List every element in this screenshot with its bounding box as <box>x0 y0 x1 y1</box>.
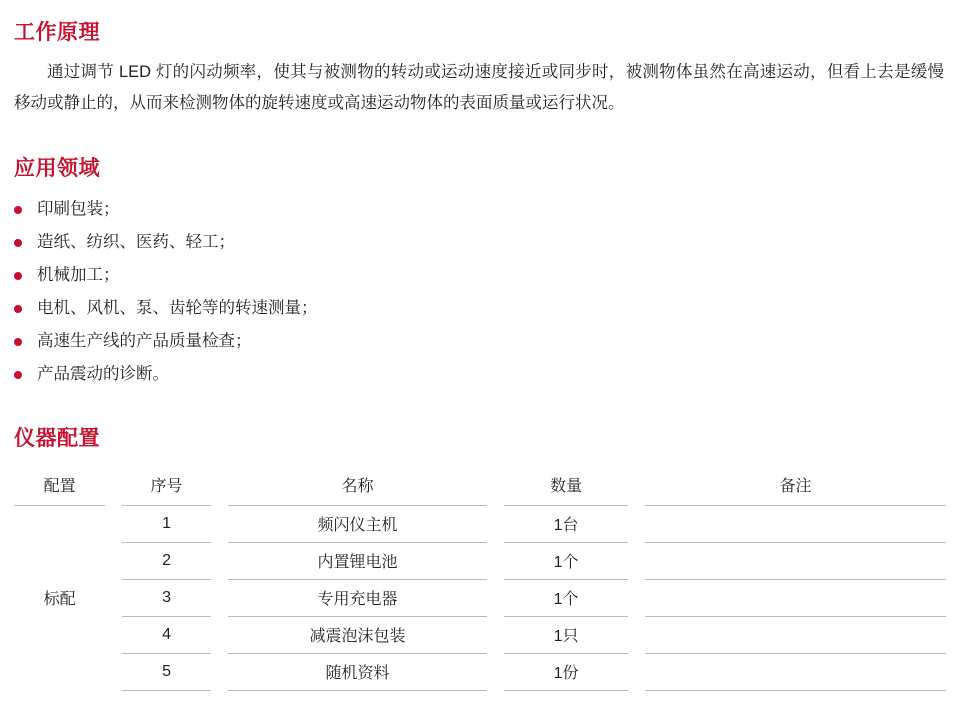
bullet-dot-icon <box>14 239 22 247</box>
cell-spacer <box>487 506 504 543</box>
cell-name: 内置锂电池 <box>228 543 487 580</box>
cell-spacer <box>487 580 504 617</box>
table-header <box>14 467 946 506</box>
cell-spacer <box>211 580 228 617</box>
list-item <box>14 193 946 226</box>
list-item-label: 产品震动的诊断。 <box>37 365 169 384</box>
column-header-name: 名称 <box>228 467 487 506</box>
list-item-label: 印刷包装； <box>37 200 120 219</box>
list-item <box>14 259 946 292</box>
column-spacer <box>628 467 645 506</box>
cell-remark <box>645 543 946 580</box>
list-item-label: 造纸、纺织、医药、轻工； <box>37 233 235 252</box>
list-item <box>14 292 946 325</box>
cell-spacer <box>628 617 645 654</box>
cell-name: 随机资料 <box>228 654 487 691</box>
list-item <box>14 358 946 391</box>
cell-spacer <box>487 617 504 654</box>
cell-remark <box>645 617 946 654</box>
cell-qty: 1台 <box>504 506 629 543</box>
column-spacer <box>487 467 504 506</box>
cell-spacer <box>628 543 645 580</box>
cell-remark <box>645 580 946 617</box>
cell-spacer <box>105 654 122 691</box>
table-row <box>14 506 946 543</box>
bullet-dot-icon <box>14 272 22 280</box>
cell-spacer <box>487 654 504 691</box>
cell-spacer <box>105 580 122 617</box>
cell-spacer <box>628 654 645 691</box>
cell-spacer <box>105 617 122 654</box>
list-item-label: 电机、风机、泵、齿轮等的转速测量； <box>37 299 318 318</box>
principle-paragraph: 通过调节 LED 灯的闪动频率，使其与被测物的转动或运动速度接近或同步时，被测物体虽然在高速运动，但看上去是缓慢移动或静止的，从而来检测物体的旋转速度或高速运动物体的表面质量或运行状况。 <box>14 63 944 112</box>
cell-spacer <box>105 506 122 543</box>
bullet-dot-icon <box>14 206 22 214</box>
cell-name: 专用充电器 <box>228 580 487 617</box>
table-row <box>14 580 946 617</box>
bullet-dot-icon <box>14 305 22 313</box>
applications-list <box>14 193 946 391</box>
cell-spacer <box>211 617 228 654</box>
column-header-qty: 数量 <box>504 467 629 506</box>
section-heading-principle: 工作原理 <box>14 21 100 44</box>
config-label-cell: 标配 <box>43 591 76 609</box>
cell-index: 4 <box>122 617 211 654</box>
cell-remark <box>645 506 946 543</box>
column-spacer <box>211 467 228 506</box>
table-row <box>14 543 946 580</box>
table-header-row <box>14 467 946 506</box>
cell-qty: 1个 <box>504 580 629 617</box>
column-header-index: 序号 <box>122 467 211 506</box>
cell-spacer <box>211 543 228 580</box>
column-header-remark: 备注 <box>645 467 946 506</box>
list-item-label: 机械加工； <box>37 266 120 285</box>
column-header-config: 配置 <box>14 467 105 506</box>
column-spacer <box>105 467 122 506</box>
list-item-label: 高速生产线的产品质量检查； <box>37 332 252 351</box>
configuration-table <box>14 467 946 691</box>
bullet-dot-icon <box>14 371 22 379</box>
bullet-dot-icon <box>14 338 22 346</box>
cell-name: 频闪仪主机 <box>228 506 487 543</box>
section-heading-applications: 应用领域 <box>14 157 100 181</box>
cell-spacer <box>211 506 228 543</box>
cell-spacer <box>628 580 645 617</box>
cell-index: 1 <box>122 506 211 543</box>
table-row <box>14 654 946 691</box>
cell-index: 5 <box>122 654 211 691</box>
table-row <box>14 617 946 654</box>
table-body <box>14 506 946 691</box>
section-heading-configuration: 仪器配置 <box>14 427 100 451</box>
cell-index: 2 <box>122 543 211 580</box>
cell-qty: 1个 <box>504 543 629 580</box>
list-item <box>14 325 946 358</box>
cell-spacer <box>487 543 504 580</box>
cell-spacer <box>628 506 645 543</box>
list-item <box>14 226 946 259</box>
cell-spacer <box>105 543 122 580</box>
cell-remark <box>645 654 946 691</box>
cell-spacer <box>211 654 228 691</box>
cell-qty: 1只 <box>504 617 629 654</box>
cell-qty: 1份 <box>504 654 629 691</box>
cell-index: 3 <box>122 580 211 617</box>
cell-name: 减震泡沫包装 <box>228 617 487 654</box>
